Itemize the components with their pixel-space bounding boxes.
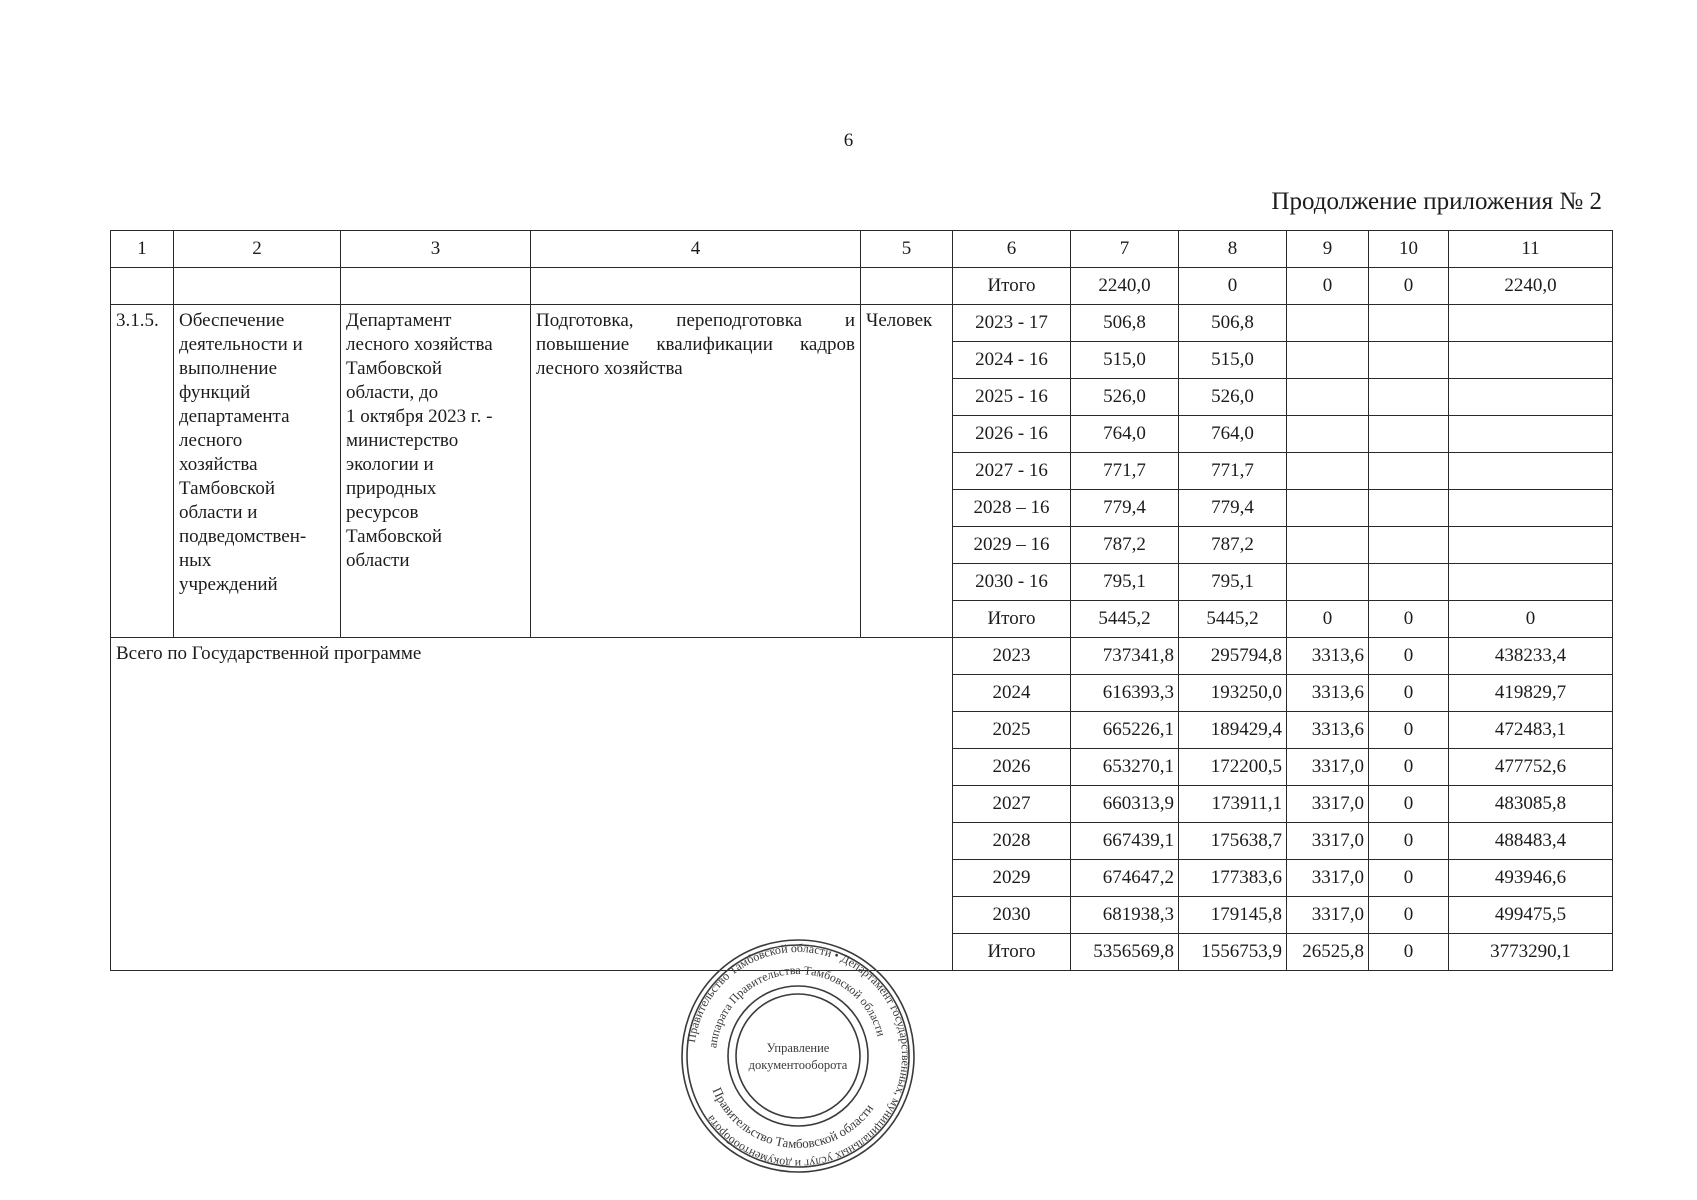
budget-table — [110, 230, 1613, 971]
cell: 1556753,9 — [1179, 934, 1287, 971]
cell: 616393,3 — [1071, 675, 1179, 712]
stamp-center-line2: документооборота — [748, 1058, 848, 1072]
cell: 3773290,1 — [1449, 934, 1613, 971]
cell: 3317,0 — [1287, 897, 1369, 934]
stamp-center-ring — [736, 994, 860, 1118]
cell: 515,0 — [1071, 342, 1179, 379]
cell — [1449, 416, 1613, 453]
cell: 771,7 — [1179, 453, 1287, 490]
cell: 295794,8 — [1179, 638, 1287, 675]
cell: 787,2 — [1071, 527, 1179, 564]
program-total-label: Всего по Государственной программе — [111, 638, 953, 971]
cell: 26525,8 — [1287, 934, 1369, 971]
item-row — [111, 305, 1613, 342]
year-cell: 2029 – 16 — [953, 527, 1071, 564]
year-cell: 2025 — [953, 712, 1071, 749]
cell: 0 — [1369, 860, 1449, 897]
year-cell: 2028 – 16 — [953, 490, 1071, 527]
cell: 3313,6 — [1287, 638, 1369, 675]
cell: 506,8 — [1071, 305, 1179, 342]
stamp-inner-text: аппарата Правительства Тамбовской области — [705, 962, 889, 1049]
column-number: 2 — [174, 231, 341, 268]
column-number: 5 — [861, 231, 953, 268]
column-number: 4 — [531, 231, 861, 268]
cell: 419829,7 — [1449, 675, 1613, 712]
cell — [1369, 379, 1449, 416]
cell — [1369, 527, 1449, 564]
cell — [1287, 564, 1369, 601]
cell: 0 — [1369, 268, 1449, 305]
cell: 3317,0 — [1287, 860, 1369, 897]
cell: 472483,1 — [1449, 712, 1613, 749]
cell: 515,0 — [1179, 342, 1287, 379]
cell: 0 — [1369, 897, 1449, 934]
cell — [1449, 342, 1613, 379]
cell — [1449, 527, 1613, 564]
cell: 193250,0 — [1179, 675, 1287, 712]
column-number: 1 — [111, 231, 174, 268]
cell: 3317,0 — [1287, 786, 1369, 823]
year-cell: 2023 — [953, 638, 1071, 675]
cell — [1369, 342, 1449, 379]
year-cell: 2026 - 16 — [953, 416, 1071, 453]
cell: 477752,6 — [1449, 749, 1613, 786]
column-number: 10 — [1369, 231, 1449, 268]
item-executor: Департамент лесного хозяйства Тамбовской области, до 1 октября 2023 г. - министерство экологии и природных ресурсов Тамбовской области — [341, 305, 531, 638]
cell: 0 — [1369, 823, 1449, 860]
prev-total-row — [111, 268, 1613, 305]
cell: 779,4 — [1071, 490, 1179, 527]
cell: 5356569,8 — [1071, 934, 1179, 971]
cell: 0 — [1369, 638, 1449, 675]
year-cell: Итого — [953, 601, 1071, 638]
item-unit: Человек — [861, 305, 953, 638]
year-cell: 2026 — [953, 749, 1071, 786]
year-cell: 2028 — [953, 823, 1071, 860]
cell: 665226,1 — [1071, 712, 1179, 749]
program-total-row — [111, 638, 1613, 675]
continuation-title: Продолжение приложения № 2 — [1271, 188, 1602, 215]
cell: 0 — [1369, 749, 1449, 786]
stamp-center-line1: Управление — [766, 1041, 830, 1055]
header-row — [111, 231, 1613, 268]
column-number: 9 — [1287, 231, 1369, 268]
cell: 660313,9 — [1071, 786, 1179, 823]
cell: 493946,6 — [1449, 860, 1613, 897]
cell — [1287, 342, 1369, 379]
column-number: 3 — [341, 231, 531, 268]
cell — [1449, 490, 1613, 527]
cell: 667439,1 — [1071, 823, 1179, 860]
stamp-outer-text: Правительство Тамбовской области • Департамент государственных, муниципальных услуг и документооборота — [683, 940, 914, 1172]
cell: 483085,8 — [1449, 786, 1613, 823]
year-cell: 2029 — [953, 860, 1071, 897]
cell: 3313,6 — [1287, 675, 1369, 712]
cell: 177383,6 — [1179, 860, 1287, 897]
year-cell: 2023 - 17 — [953, 305, 1071, 342]
cell: 3317,0 — [1287, 823, 1369, 860]
item-number: 3.1.5. — [111, 305, 174, 638]
cell — [1287, 490, 1369, 527]
cell — [1369, 416, 1449, 453]
cell: 0 — [1287, 268, 1369, 305]
cell: 0 — [1179, 268, 1287, 305]
cell — [1287, 416, 1369, 453]
cell — [1369, 490, 1449, 527]
cell — [1369, 564, 1449, 601]
year-cell: 2025 - 16 — [953, 379, 1071, 416]
stamp-inner-ring — [728, 986, 868, 1126]
cell — [1449, 379, 1613, 416]
cell: 2240,0 — [1071, 268, 1179, 305]
item-indicator: Подготовка, переподготовка и повышение квалификации кадров лесного хозяйства — [531, 305, 861, 638]
cell: 779,4 — [1179, 490, 1287, 527]
cell — [1449, 305, 1613, 342]
cell: 179145,8 — [1179, 897, 1287, 934]
cell — [1287, 527, 1369, 564]
cell: 5445,2 — [1071, 601, 1179, 638]
column-number: 8 — [1179, 231, 1287, 268]
cell: 795,1 — [1179, 564, 1287, 601]
cell: 0 — [1369, 712, 1449, 749]
cell: 488483,4 — [1449, 823, 1613, 860]
cell: 2240,0 — [1449, 268, 1613, 305]
year-cell: 2030 — [953, 897, 1071, 934]
column-number: 7 — [1071, 231, 1179, 268]
cell: 526,0 — [1071, 379, 1179, 416]
cell: 795,1 — [1071, 564, 1179, 601]
cell: 674647,2 — [1071, 860, 1179, 897]
cell: 0 — [1369, 675, 1449, 712]
year-cell: 2024 — [953, 675, 1071, 712]
year-cell: 2030 - 16 — [953, 564, 1071, 601]
cell: 173911,1 — [1179, 786, 1287, 823]
cell: 526,0 — [1179, 379, 1287, 416]
column-number: 6 — [953, 231, 1071, 268]
cell — [1287, 453, 1369, 490]
year-cell: 2024 - 16 — [953, 342, 1071, 379]
cell: 771,7 — [1071, 453, 1179, 490]
year-cell: 2027 — [953, 786, 1071, 823]
stamp-bottom-text: Правительство Тамбовской области — [709, 1084, 877, 1152]
cell: 0 — [1449, 601, 1613, 638]
cell — [1369, 305, 1449, 342]
cell — [1369, 453, 1449, 490]
cell: 506,8 — [1179, 305, 1287, 342]
year-cell: 2027 - 16 — [953, 453, 1071, 490]
cell: 172200,5 — [1179, 749, 1287, 786]
cell: 3317,0 — [1287, 749, 1369, 786]
cell: 787,2 — [1179, 527, 1287, 564]
cell: 499475,5 — [1449, 897, 1613, 934]
cell: 175638,7 — [1179, 823, 1287, 860]
cell: 438233,4 — [1449, 638, 1613, 675]
cell — [1287, 305, 1369, 342]
cell: 0 — [1369, 786, 1449, 823]
cell: 5445,2 — [1179, 601, 1287, 638]
cell — [1449, 564, 1613, 601]
cell — [1449, 453, 1613, 490]
page-number: 6 — [843, 130, 854, 151]
cell: 737341,8 — [1071, 638, 1179, 675]
item-name: Обеспечение деятельности и выполнение функций департамента лесного хозяйства Тамбовской области и подведомствен- ных учреждений — [174, 305, 341, 638]
cell: 3313,6 — [1287, 712, 1369, 749]
cell — [1287, 379, 1369, 416]
column-number: 11 — [1449, 231, 1613, 268]
cell: 764,0 — [1179, 416, 1287, 453]
cell: 0 — [1369, 601, 1449, 638]
cell: 0 — [1287, 601, 1369, 638]
cell: 0 — [1369, 934, 1449, 971]
official-stamp — [678, 936, 918, 1176]
cell: 653270,1 — [1071, 749, 1179, 786]
cell: 189429,4 — [1179, 712, 1287, 749]
cell: 681938,3 — [1071, 897, 1179, 934]
total-label: Итого — [953, 268, 1071, 305]
cell: 764,0 — [1071, 416, 1179, 453]
year-cell: Итого — [953, 934, 1071, 971]
